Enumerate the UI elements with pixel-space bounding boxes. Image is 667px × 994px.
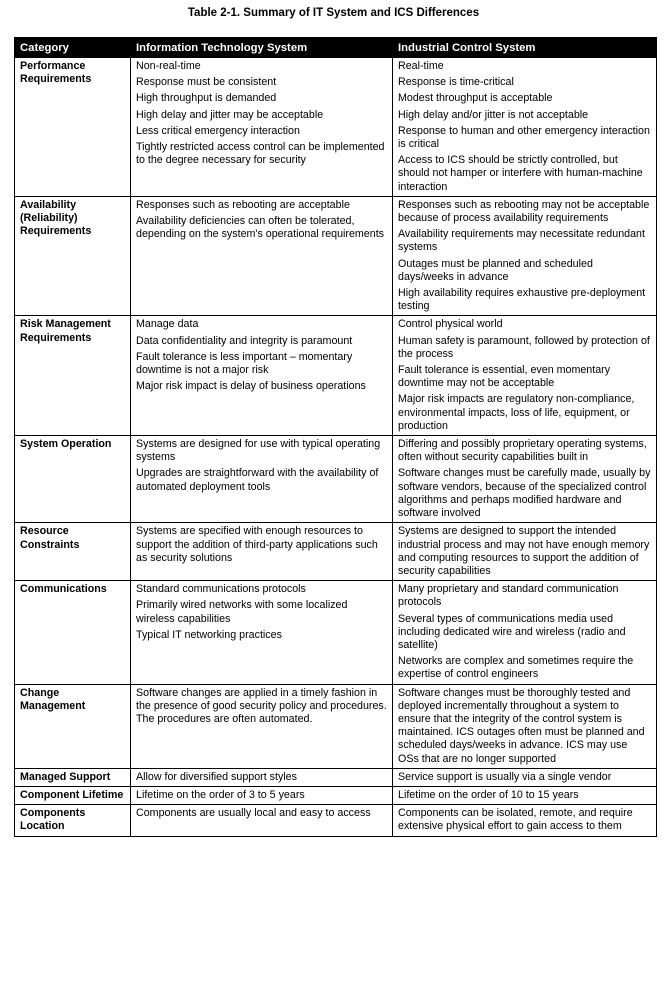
- table-header: [15, 38, 657, 58]
- ics-item: Several types of communications media used including dedicated wire and wireless (radio and satellite): [398, 612, 626, 651]
- ics-item: Control physical world: [398, 318, 503, 331]
- ics-item: Differing and possibly proprietary operating systems, often without security capabilities built in: [398, 438, 647, 464]
- table-row: [15, 316, 657, 436]
- it-cell: [131, 316, 393, 436]
- category-cell: Performance Requirements: [15, 58, 131, 197]
- ics-item: Components can be isolated, remote, and require extensive physical effort to gain access to them: [398, 807, 633, 833]
- it-cell: [131, 768, 393, 786]
- it-item: Manage data: [136, 318, 199, 331]
- category-cell: Components Location: [15, 805, 131, 836]
- ics-cell: [393, 196, 657, 316]
- it-item: Components are usually local and easy to access: [136, 807, 371, 820]
- it-item: Fault tolerance is less important – momentary downtime is not a major risk: [136, 350, 353, 377]
- category-cell: Communications: [15, 581, 131, 684]
- table-row: [15, 684, 657, 768]
- header-category: Category: [15, 38, 131, 58]
- it-cell: [131, 684, 393, 768]
- table-row: [15, 805, 657, 836]
- table-row: [15, 786, 657, 804]
- it-item: Responses such as rebooting are acceptable: [136, 198, 350, 211]
- it-item: Allow for diversified support styles: [136, 770, 297, 783]
- category-cell: Change Management: [15, 684, 131, 768]
- header-row: [15, 38, 657, 58]
- ics-cell: [393, 786, 657, 804]
- ics-item: Networks are complex and sometimes require the expertise of control engineers: [398, 655, 634, 681]
- it-item: Typical IT networking practices: [136, 628, 282, 641]
- category-cell: Managed Support: [15, 768, 131, 786]
- it-item: Availability deficiencies can often be tolerated, depending on the system's operational requirements: [136, 215, 385, 241]
- ics-cell: [393, 805, 657, 836]
- table-body: [15, 58, 657, 837]
- ics-item: High delay and/or jitter is not acceptable: [398, 108, 589, 121]
- header-ics: Industrial Control System: [393, 38, 657, 58]
- ics-item: Modest throughput is acceptable: [398, 92, 553, 105]
- ics-item: Service support is usually via a single vendor: [398, 770, 612, 783]
- table-row: [15, 523, 657, 581]
- ics-cell: [393, 523, 657, 581]
- header-it-system: Information Technology System: [131, 38, 393, 58]
- ics-item: High availability requires exhaustive pre-deployment testing: [398, 287, 646, 313]
- category-cell: Resource Constraints: [15, 523, 131, 581]
- category-cell: Risk Management Requirements: [15, 316, 131, 436]
- it-item: Software changes are applied in a timely fashion in the presence of good security policy and procedures. The procedures are often automated.: [136, 686, 387, 725]
- ics-item: Systems are designed to support the intended industrial process and may not have enough memory and computing resources to support the addition of security capabilities: [398, 525, 650, 577]
- it-item: Primarily wired networks with some localized wireless capabilities: [136, 599, 348, 625]
- ics-item: Response is time-critical: [398, 76, 514, 89]
- ics-item: Availability requirements may necessitate redundant systems: [398, 228, 645, 254]
- ics-item: Lifetime on the order of 10 to 15 years: [398, 788, 579, 801]
- table-row: [15, 581, 657, 684]
- category-cell: System Operation: [15, 436, 131, 523]
- it-cell: [131, 805, 393, 836]
- ics-item: Major risk impacts are regulatory non-compliance, environmental impacts, loss of life, equipment, or production: [398, 393, 635, 432]
- ics-item: Human safety is paramount, followed by protection of the process: [398, 334, 650, 360]
- it-cell: [131, 58, 393, 197]
- ics-cell: [393, 58, 657, 197]
- ics-item: Software changes must be carefully made, usually by software vendors, because of the specialized control algorithms and perhaps modified hardware and software involved: [398, 467, 651, 520]
- it-item: Systems are specified with enough resources to support the addition of third-party applications such as security solutions: [136, 525, 378, 564]
- ics-item: Real-time: [398, 60, 444, 72]
- it-item: Standard communications protocols: [136, 583, 306, 596]
- it-cell: [131, 196, 393, 316]
- it-cell: [131, 581, 393, 684]
- ics-cell: [393, 581, 657, 684]
- ics-cell: [393, 316, 657, 436]
- it-item: Response must be consistent: [136, 76, 277, 89]
- it-cell: [131, 436, 393, 523]
- ics-item: Many proprietary and standard communication protocols: [398, 583, 619, 609]
- it-item: High delay and jitter may be acceptable: [136, 108, 324, 121]
- table-row: [15, 58, 657, 197]
- it-item: Lifetime on the order of 3 to 5 years: [136, 788, 305, 801]
- ics-item: Response to human and other emergency interaction is critical: [398, 124, 650, 151]
- it-cell: [131, 523, 393, 581]
- ics-item: Responses such as rebooting may not be acceptable because of process availability requirements: [398, 198, 650, 225]
- it-item: Major risk impact is delay of business operations: [136, 380, 366, 393]
- ics-item: Access to ICS should be strictly controlled, but should not hamper or interfere with human-machine interaction: [398, 154, 643, 193]
- it-cell: [131, 786, 393, 804]
- ics-cell: [393, 436, 657, 523]
- it-item: Non-real-time: [136, 60, 201, 72]
- it-item: Systems are designed for use with typical operating systems: [136, 438, 381, 464]
- comparison-table: [14, 37, 657, 837]
- it-item: Data confidentiality and integrity is paramount: [136, 334, 353, 347]
- ics-item: Fault tolerance is essential, even momentary downtime may not be acceptable: [398, 364, 611, 390]
- table-title: Table 2-1. Summary of IT System and ICS Differences: [187, 7, 480, 19]
- table-row: [15, 436, 657, 523]
- ics-item: Outages must be planned and scheduled days/weeks in advance: [398, 257, 593, 283]
- it-item: Upgrades are straightforward with the availability of automated deployment tools: [136, 467, 379, 493]
- ics-cell: [393, 684, 657, 768]
- it-item: Tightly restricted access control can be implemented to the degree necessary for security: [136, 141, 385, 167]
- category-cell: Availability (Reliability) Requirements: [15, 196, 131, 316]
- category-cell: Component Lifetime: [15, 786, 131, 804]
- it-item: Less critical emergency interaction: [136, 124, 300, 137]
- table-row: [15, 768, 657, 786]
- table-row: [15, 196, 657, 316]
- ics-item: Software changes must be thoroughly tested and deployed incrementally throughout a system to ensure that the integrity of the control system is maintained. ICS outages often must be planned and scheduled days/weeks in advance. ICS may use OSs that are no longer supported: [398, 686, 645, 765]
- ics-cell: [393, 768, 657, 786]
- it-item: High throughput is demanded: [136, 92, 277, 105]
